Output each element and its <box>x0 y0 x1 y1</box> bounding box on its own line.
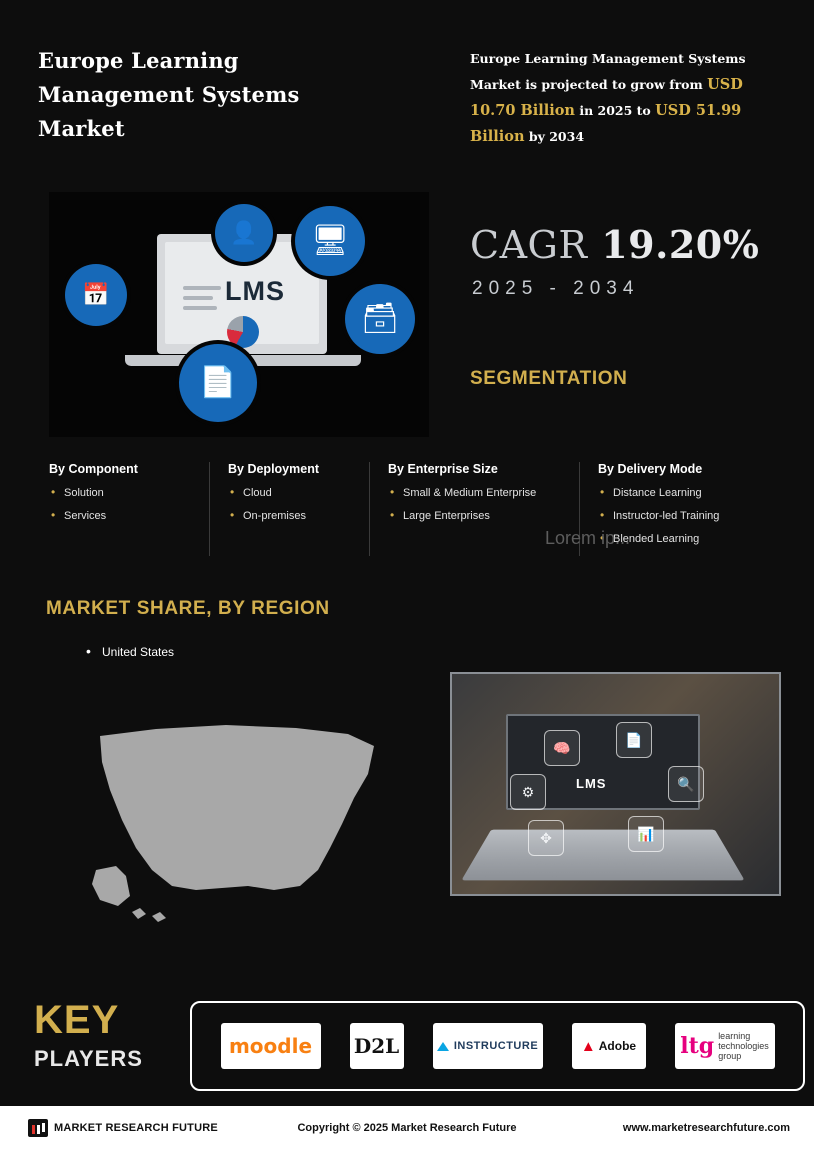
moodle-logo <box>221 1023 321 1069</box>
cagr-value: 19.20% <box>601 222 760 267</box>
united-states-map <box>86 720 396 930</box>
database-icon: 🗃 <box>345 284 415 354</box>
lms-screen-label: LMS <box>225 276 285 306</box>
lms-illustration <box>49 192 429 437</box>
ltg-sub-1: learning <box>718 1031 751 1041</box>
instructure-logo-text: INSTRUCTURE <box>453 1040 539 1052</box>
market-value-2034: USD 51.99 Billion <box>470 102 742 145</box>
ltg-logo-text: ltg <box>680 1033 715 1059</box>
calendar-icon: 📅 <box>65 264 127 326</box>
adobe-logo-text: Adobe <box>598 1039 637 1053</box>
key-players-logos <box>190 1001 805 1091</box>
cagr-label: CAGR <box>470 223 588 267</box>
network-icon: ⚙ <box>510 774 546 810</box>
ltg-sub-2: technologies <box>718 1041 769 1051</box>
watermark-text: Lorem ip... <box>545 528 631 548</box>
segment-item: • Blended Learning <box>598 533 751 546</box>
browser-window-icon: 🖥 <box>295 206 365 276</box>
segment-item: • Small & Medium Enterprise <box>388 487 561 500</box>
mrf-logo-icon <box>28 1119 48 1137</box>
segment-column-component <box>49 462 209 556</box>
segment-item: • On-premises <box>228 510 351 523</box>
intro-paragraph <box>470 46 786 150</box>
market-value-2025: USD 10.70 Billion <box>470 76 743 119</box>
segment-column-deployment <box>209 462 369 556</box>
segment-item: • Instructor-led Training <box>598 510 751 523</box>
lms-photo <box>450 672 781 896</box>
segment-item: • Solution <box>49 487 191 500</box>
text-lines-graphic <box>183 286 221 316</box>
search-icon: 🔍 <box>668 766 704 802</box>
document-icon: 📄 <box>179 344 257 422</box>
market-share-title: MARKET SHARE, BY REGION <box>46 598 330 619</box>
document-icon: 📄 <box>616 722 652 758</box>
photo-laptop <box>461 830 744 881</box>
ltg-logo-subtext <box>718 1031 769 1061</box>
intro-text-2: in 2025 to <box>574 103 656 118</box>
page-footer <box>0 1106 814 1150</box>
segmentation-title: SEGMENTATION <box>470 368 628 389</box>
d2l-logo-text: D2L <box>353 1034 400 1058</box>
instructure-mark-icon <box>437 1042 449 1051</box>
key-players-line-1: KEY <box>34 998 120 1042</box>
website-link[interactable]: www.marketresearchfuture.com <box>622 1122 790 1134</box>
brand-name: MARKET RESEARCH FUTURE <box>54 1122 218 1134</box>
moodle-logo-text: moodle <box>228 1034 313 1058</box>
brain-icon: 🧠 <box>544 730 580 766</box>
segment-item: • Large Enterprises <box>388 510 561 523</box>
intro-text-1: Europe Learning Management Systems Market is projected to grow from <box>470 51 746 92</box>
copyright-text: Copyright © 2025 Market Research Future <box>297 1122 517 1134</box>
segment-heading: By Delivery Mode <box>598 462 703 476</box>
d2l-logo <box>350 1023 404 1069</box>
intro-text-3: by 2034 <box>524 129 585 144</box>
cagr-years: 2025 - 2034 <box>472 278 640 299</box>
segment-heading: By Component <box>49 462 138 476</box>
compass-icon: ✥ <box>528 820 564 856</box>
cagr-block <box>470 222 759 267</box>
key-players-line-2: PLAYERS <box>34 1046 143 1071</box>
page-title: Europe Learning Management Systems Market <box>38 48 300 141</box>
segmentation-columns <box>49 462 769 556</box>
segment-heading: By Enterprise Size <box>388 462 498 476</box>
adobe-mark-icon: ▲ <box>580 1037 596 1055</box>
bar-chart-icon: 📊 <box>628 816 664 852</box>
segment-item: • Services <box>49 510 191 523</box>
photo-lms-label: LMS <box>576 776 607 791</box>
user-icon: 👤 <box>215 204 273 262</box>
segment-item: • Cloud <box>228 487 351 500</box>
segment-item: • Distance Learning <box>598 487 751 500</box>
ltg-sub-3: group <box>718 1051 742 1061</box>
segment-heading: By Deployment <box>228 462 319 476</box>
brand-logo <box>28 1119 218 1137</box>
instructure-logo <box>433 1023 543 1069</box>
pie-chart-icon <box>227 316 259 348</box>
adobe-logo <box>572 1023 646 1069</box>
key-players-heading <box>34 998 174 1072</box>
ltg-logo <box>675 1023 775 1069</box>
region-item-united-states: • United States <box>86 645 174 659</box>
